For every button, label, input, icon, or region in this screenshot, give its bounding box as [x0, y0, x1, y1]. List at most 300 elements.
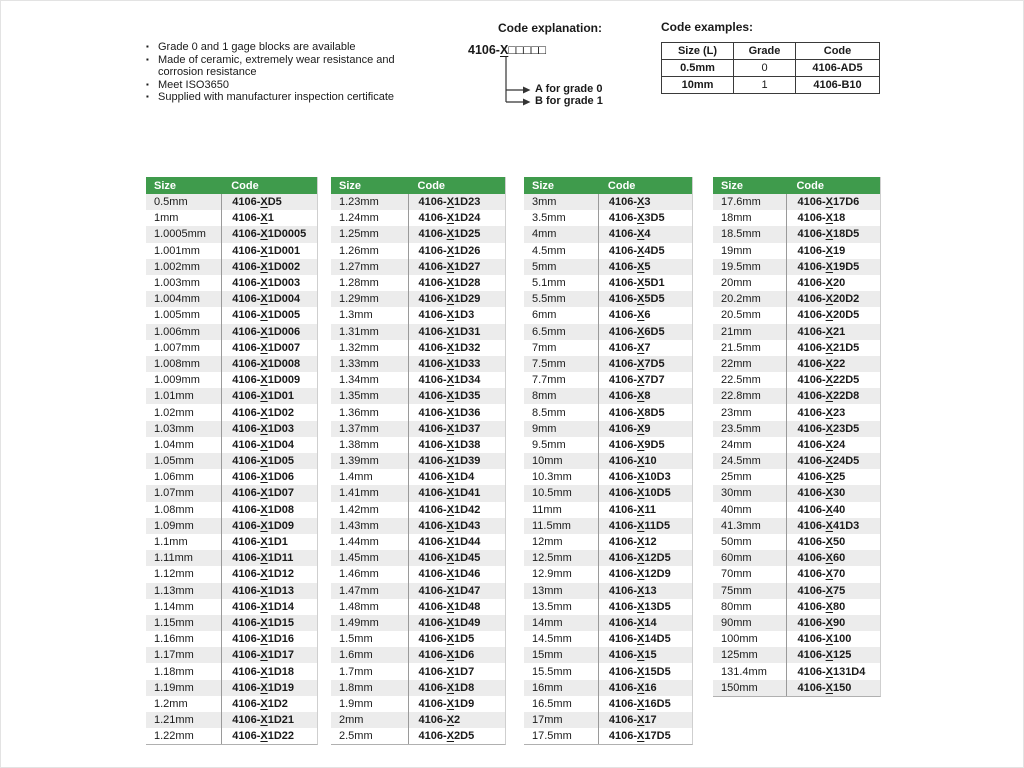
code-cell: 4106- X 1D15 [221, 615, 317, 631]
code-cell: 4106- X 24D5 [786, 453, 880, 469]
code-cell: 4106- X 50 [786, 534, 880, 550]
size-cell: 1.13mm [154, 584, 194, 597]
code-explanation-title: Code explanation: [498, 21, 603, 35]
size-cell: 1.007mm [154, 341, 200, 354]
code-cell: 4106- X 1D09 [221, 518, 317, 534]
code-cell: 4106- X 19 [786, 243, 880, 259]
size-cell: 4.5mm [532, 244, 566, 257]
table-row [713, 324, 880, 340]
table-row [524, 631, 692, 647]
table-row [146, 696, 317, 712]
table-row [146, 518, 317, 534]
size-cell: 60mm [721, 552, 752, 565]
code-examples-table [661, 42, 880, 94]
size-cell: 22mm [721, 357, 752, 370]
table-row [524, 680, 692, 696]
size-cell: 131.4mm [721, 665, 767, 678]
code-cell: 4106- X 1D21 [221, 712, 317, 728]
size-column-header: Size [154, 179, 177, 192]
table-row [524, 226, 692, 242]
size-cell: 23mm [721, 406, 752, 419]
size-cell: 1.29mm [339, 293, 379, 306]
size-cell: 1.27mm [339, 260, 379, 273]
code-cell: 4106- X 1D36 [408, 404, 505, 420]
code-cell: 4106- X 1D33 [408, 356, 505, 372]
size-cell: 8mm [532, 390, 557, 403]
size-cell: 100mm [721, 633, 758, 646]
size-cell: 1.17mm [154, 649, 194, 662]
size-cell: 30mm [721, 487, 752, 500]
feature-text: Meet ISO3650 [158, 78, 229, 91]
table-row [713, 534, 880, 550]
table-row [524, 194, 692, 210]
code-cell: 4106- X 4D5 [598, 243, 692, 259]
size-cell: 3.5mm [532, 212, 566, 225]
table-row [524, 712, 692, 728]
gage-table-2 [331, 177, 506, 745]
table-row [524, 518, 692, 534]
table-row [146, 663, 317, 679]
size-cell: 1.19mm [154, 681, 194, 694]
code-cell: 4106- X 1D17 [221, 647, 317, 663]
code-cell: 4106- X 1 [221, 210, 317, 226]
size-cell: 1.18mm [154, 665, 194, 678]
code-cell: 4106- X 17D5 [598, 728, 692, 744]
size-cell: 20.2mm [721, 293, 761, 306]
code-cell: 4106- X 11D5 [598, 518, 692, 534]
table-row [524, 421, 692, 437]
table-row [524, 291, 692, 307]
size-cell: 1.06mm [154, 471, 194, 484]
size-cell: 18.5mm [721, 228, 761, 241]
size-cell: 17.5mm [532, 730, 572, 743]
code-cell: 4106- X 10 [598, 453, 692, 469]
table-row [331, 194, 505, 210]
size-cell: 1.14mm [154, 600, 194, 613]
table-row [146, 566, 317, 582]
table-row [524, 485, 692, 501]
table-row [146, 680, 317, 696]
size-cell: 12.5mm [532, 552, 572, 565]
size-cell: 1.24mm [339, 212, 379, 225]
table-row [331, 583, 505, 599]
code-cell: 4106- X 7 [598, 340, 692, 356]
code-cell: 4106- X 9D5 [598, 437, 692, 453]
code-cell: 4106- X 90 [786, 615, 880, 631]
code-cell: 4106- X 131D4 [786, 663, 880, 679]
code-boxes: □□□□□ [508, 43, 547, 57]
code-cell: 4106- X 1D08 [221, 502, 317, 518]
code-cell: 4106- X 1D28 [408, 275, 505, 291]
code-cell: 4106- X 1D5 [408, 631, 505, 647]
code-cell: 4106- X 10D5 [598, 485, 692, 501]
code-cell: 4106- X 40 [786, 502, 880, 518]
code-cell: 4106- X 1D002 [221, 259, 317, 275]
size-cell: 1.4mm [339, 471, 373, 484]
code-cell: 4106- X 60 [786, 550, 880, 566]
table-row [524, 275, 692, 291]
code-cell: 4106- X 12 [598, 534, 692, 550]
table-row [146, 453, 317, 469]
size-cell: 1.07mm [154, 487, 194, 500]
code-cell: 4106- X 16 [598, 680, 692, 696]
size-cell: 1.35mm [339, 390, 379, 403]
feature-text: Supplied with manufacturer inspection certificate [158, 91, 395, 103]
table-row [331, 291, 505, 307]
code-cell: 4106- X 1D26 [408, 243, 505, 259]
size-cell: 21.5mm [721, 341, 761, 354]
code-explanation [468, 17, 668, 117]
table-row [331, 372, 505, 388]
table-row [146, 550, 317, 566]
size-cell: 3mm [532, 196, 557, 209]
size-cell: 7mm [532, 341, 557, 354]
table-row [713, 680, 880, 696]
size-cell: 1.36mm [339, 406, 379, 419]
table-row [713, 226, 880, 242]
size-cell: 1.44mm [339, 536, 379, 549]
code-cell: 4106- X 1D0005 [221, 226, 317, 242]
size-cell: 1.49mm [339, 616, 379, 629]
table-row [331, 712, 505, 728]
code-cell: 4106- X 9 [598, 421, 692, 437]
code-cell: 4106- X 1D07 [221, 485, 317, 501]
code-cell: 4106- X 100 [786, 631, 880, 647]
code-cell: 4106- X 11 [598, 502, 692, 518]
code-cell: 4106- X 1D23 [408, 194, 505, 210]
size-cell: 1mm [154, 212, 179, 225]
code-cell: 4106- X 1D12 [221, 566, 317, 582]
gage-table-4 [713, 177, 881, 697]
code-cell: 4106- X 3 [598, 194, 692, 210]
features-list [146, 41, 422, 104]
size-cell: 1.33mm [339, 357, 379, 370]
table-row [713, 404, 880, 420]
table-row [331, 243, 505, 259]
table-row [524, 728, 692, 744]
grade-a-label: A for grade 0 [535, 83, 603, 95]
table-row [146, 404, 317, 420]
table-row [713, 291, 880, 307]
size-cell: 75mm [721, 584, 752, 597]
size-cell: 22.5mm [721, 374, 761, 387]
table-row [524, 437, 692, 453]
table-row [331, 404, 505, 420]
table-row [331, 534, 505, 550]
size-cell: 1.01mm [154, 390, 194, 403]
code-cell: 4106- X 1D14 [221, 599, 317, 615]
feature-text: Made of ceramic, extremely wear resistance and corrosion resistance [158, 53, 395, 78]
size-cell: 14mm [532, 616, 563, 629]
size-cell: 1.04mm [154, 438, 194, 451]
table-row [713, 647, 880, 663]
code-cell: 4106- X 1D01 [221, 388, 317, 404]
size-cell: 1.37mm [339, 422, 379, 435]
code-cell: 4106- X 21 [786, 324, 880, 340]
table-row [524, 404, 692, 420]
code-cell: 4106- X 1D02 [221, 404, 317, 420]
table-row [524, 550, 692, 566]
gage-table-3 [524, 177, 693, 745]
table-row [524, 615, 692, 631]
size-cell: 22.8mm [721, 390, 761, 403]
size-column-header: Size [721, 179, 744, 192]
table-row [524, 307, 692, 323]
code-cell: 4106- X 1D008 [221, 356, 317, 372]
table-row [713, 388, 880, 404]
size-cell: 1.15mm [154, 616, 194, 629]
feature-item [146, 41, 422, 54]
gage-table-1 [146, 177, 318, 745]
code-x-placeholder: X [499, 43, 509, 57]
size-cell: 40mm [721, 503, 752, 516]
size-cell: 19.5mm [721, 260, 761, 273]
code-cell: 4106- X 25 [786, 469, 880, 485]
header-size: Size (L) [662, 43, 734, 60]
size-cell: 1.39mm [339, 455, 379, 468]
table-row [713, 663, 880, 679]
size-cell: 1.12mm [154, 568, 194, 581]
code-cell: 4106- X 20D5 [786, 307, 880, 323]
size-cell: 18mm [721, 212, 752, 225]
code-cell: 4106- X 1D04 [221, 437, 317, 453]
code-cell: 4106- X 1D25 [408, 226, 505, 242]
size-cell: 1.5mm [339, 633, 373, 646]
size-cell: 2mm [339, 714, 364, 727]
table-row [524, 599, 692, 615]
code-example-row [662, 60, 880, 77]
code-cell: 4106- X 12D5 [598, 550, 692, 566]
header-grade: Grade [734, 43, 796, 60]
table-row [524, 534, 692, 550]
table-row [524, 647, 692, 663]
table-row [713, 372, 880, 388]
code-cell: 4106- X 19D5 [786, 259, 880, 275]
size-cell: 5mm [532, 260, 557, 273]
size-cell: 1.31mm [339, 325, 379, 338]
size-cell: 21mm [721, 325, 752, 338]
table-row [524, 340, 692, 356]
table-row [524, 210, 692, 226]
code-cell: 4106- X 1D4 [408, 469, 505, 485]
table-row [146, 259, 317, 275]
table-row [146, 502, 317, 518]
code-cell: 4106- X 3D5 [598, 210, 692, 226]
size-cell: 4mm [532, 228, 557, 241]
table-row [146, 712, 317, 728]
table-row [713, 275, 880, 291]
size-cell: 1.004mm [154, 293, 200, 306]
example-size: 10mm [662, 77, 734, 94]
size-cell: 1.41mm [339, 487, 379, 500]
size-cell: 1.38mm [339, 438, 379, 451]
code-cell: 4106- X 1D18 [221, 663, 317, 679]
table-row [331, 275, 505, 291]
code-cell: 4106- X 17D6 [786, 194, 880, 210]
code-cell: 4106- X 23 [786, 404, 880, 420]
code-cell: 4106- X 22 [786, 356, 880, 372]
bullet-square-icon: ▪ [146, 92, 149, 101]
code-cell: 4106- X 6D5 [598, 324, 692, 340]
table-row [331, 663, 505, 679]
table-row [524, 663, 692, 679]
size-cell: 9.5mm [532, 438, 566, 451]
size-cell: 1.001mm [154, 244, 200, 257]
table-row [524, 583, 692, 599]
code-cell: 4106- X 5D5 [598, 291, 692, 307]
table-row [146, 728, 317, 744]
size-cell: 1.46mm [339, 568, 379, 581]
code-cell: 4106- X 2D5 [408, 728, 505, 744]
code-cell: 4106- X 1D16 [221, 631, 317, 647]
table-row [331, 485, 505, 501]
size-cell: 1.9mm [339, 697, 373, 710]
size-cell: 10.5mm [532, 487, 572, 500]
table-row [713, 259, 880, 275]
size-cell: 0.5mm [154, 196, 188, 209]
table-row [524, 453, 692, 469]
size-cell: 150mm [721, 681, 758, 694]
code-cell: 4106- X 1D49 [408, 615, 505, 631]
table-row [713, 469, 880, 485]
code-cell: 4106- X 1D03 [221, 421, 317, 437]
table-row [146, 372, 317, 388]
table-row [331, 647, 505, 663]
table-row [331, 307, 505, 323]
code-cell: 4106- X 1D006 [221, 324, 317, 340]
size-cell: 14.5mm [532, 633, 572, 646]
table-row [524, 243, 692, 259]
example-code: 4106-B10 [796, 77, 880, 94]
size-cell: 7.7mm [532, 374, 566, 387]
code-cell: 4106- X 1D6 [408, 647, 505, 663]
feature-item [146, 79, 422, 92]
code-cell: 4106- X 1D05 [221, 453, 317, 469]
table-row [713, 518, 880, 534]
size-cell: 13mm [532, 584, 563, 597]
code-cell: 4106- X 22D8 [786, 388, 880, 404]
table-row [713, 243, 880, 259]
code-cell: 4106- X 22D5 [786, 372, 880, 388]
size-cell: 1.45mm [339, 552, 379, 565]
code-cell: 4106- X 7D5 [598, 356, 692, 372]
table-row [524, 259, 692, 275]
size-cell: 1.47mm [339, 584, 379, 597]
size-cell: 19mm [721, 244, 752, 257]
code-cell: 4106- X 1D007 [221, 340, 317, 356]
table-row [524, 469, 692, 485]
code-cell: 4106- X 1D005 [221, 307, 317, 323]
table-row [713, 307, 880, 323]
code-cell: 4106- X 30 [786, 485, 880, 501]
code-cell: 4106- X 1D41 [408, 485, 505, 501]
table-row [146, 631, 317, 647]
size-cell: 90mm [721, 616, 752, 629]
size-cell: 1.3mm [339, 309, 373, 322]
code-cell: 4106- X 12D9 [598, 566, 692, 582]
size-cell: 41.3mm [721, 519, 761, 532]
size-cell: 1.26mm [339, 244, 379, 257]
table-row [713, 550, 880, 566]
code-cell: 4106- X 1D45 [408, 550, 505, 566]
code-examples-title: Code examples: [661, 20, 754, 34]
table-row [146, 226, 317, 242]
table-row [524, 566, 692, 582]
size-cell: 1.11mm [154, 552, 193, 565]
code-cell: 4106- X 1D001 [221, 243, 317, 259]
size-cell: 11mm [532, 503, 562, 516]
size-cell: 1.8mm [339, 681, 373, 694]
size-cell: 8.5mm [532, 406, 566, 419]
size-cell: 1.05mm [154, 455, 194, 468]
size-cell: 11.5mm [532, 519, 571, 532]
table-row [331, 566, 505, 582]
code-cell: 4106- X 41D3 [786, 518, 880, 534]
size-cell: 7.5mm [532, 357, 566, 370]
code-cell: 4106- X 1D1 [221, 534, 317, 550]
size-cell: 1.6mm [339, 649, 373, 662]
size-cell: 12.9mm [532, 568, 572, 581]
table-row [524, 372, 692, 388]
size-cell: 10mm [532, 455, 563, 468]
example-code: 4106-AD5 [796, 60, 880, 77]
size-cell: 1.005mm [154, 309, 200, 322]
table-row [331, 210, 505, 226]
size-cell: 6mm [532, 309, 557, 322]
code-cell: 4106- X 1D38 [408, 437, 505, 453]
code-cell: 4106- X 1D7 [408, 663, 505, 679]
table-header-row [331, 177, 505, 194]
code-cell: 4106- X 1D35 [408, 388, 505, 404]
table-row [146, 599, 317, 615]
code-cell: 4106- X 5D1 [598, 275, 692, 291]
size-cell: 1.7mm [339, 665, 373, 678]
size-cell: 5.1mm [532, 277, 566, 290]
code-cell: 4106- X 1D47 [408, 583, 505, 599]
size-cell: 17.6mm [721, 196, 761, 209]
code-cell: 4106- X 20 [786, 275, 880, 291]
table-row [331, 631, 505, 647]
table-row [331, 356, 505, 372]
table-row [524, 502, 692, 518]
size-cell: 1.21mm [154, 714, 194, 727]
table-row [331, 696, 505, 712]
table-row [331, 469, 505, 485]
table-row [331, 518, 505, 534]
code-cell: 4106- X 1D43 [408, 518, 505, 534]
size-cell: 9mm [532, 422, 557, 435]
table-row [146, 356, 317, 372]
code-cell: 4106- X 1D39 [408, 453, 505, 469]
table-row [146, 243, 317, 259]
table-row [146, 485, 317, 501]
table-row [713, 421, 880, 437]
code-cell: 4106- X 7D7 [598, 372, 692, 388]
size-cell: 15.5mm [532, 665, 572, 678]
size-cell: 5.5mm [532, 293, 566, 306]
code-examples [661, 20, 880, 94]
code-cell: 4106- X 5 [598, 259, 692, 275]
bullet-square-icon: ▪ [146, 42, 149, 51]
size-cell: 25mm [721, 471, 752, 484]
code-column-header: Code [607, 179, 636, 192]
size-cell: 1.42mm [339, 503, 379, 516]
size-cell: 1.006mm [154, 325, 200, 338]
code-cell: 4106- X 20D2 [786, 291, 880, 307]
code-cell: 4106- X 13D5 [598, 599, 692, 615]
table-row [713, 356, 880, 372]
code-cell: 4106- X 75 [786, 583, 880, 599]
